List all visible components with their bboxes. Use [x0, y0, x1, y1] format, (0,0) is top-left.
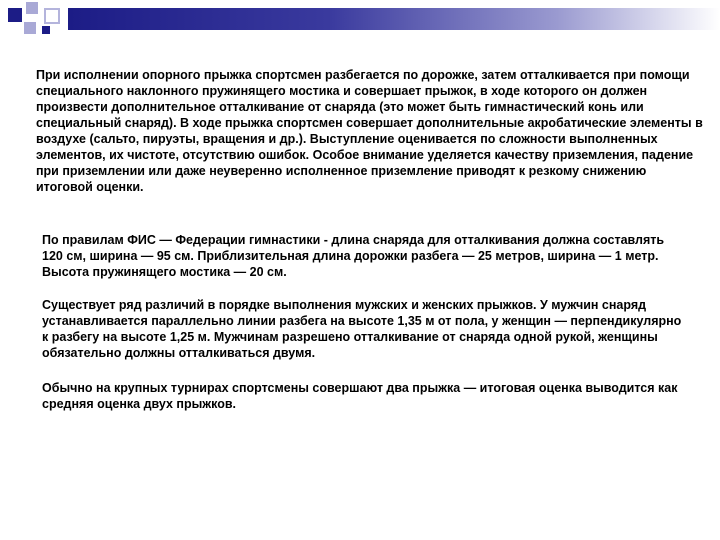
header-gradient-bar [68, 8, 720, 30]
decor-square-dark [8, 8, 22, 22]
decor-square-dark [42, 26, 50, 34]
decor-square-outline [44, 8, 60, 24]
paragraph-tournament-scoring: Обычно на крупных турнирах спортсмены совершают два прыжка — итоговая оценка выводится как средняя оценка двух прыжков. [42, 381, 678, 411]
paragraph-vault-description: При исполнении опорного прыжка спортсмен разбегается по дорожке, затем отталкивается при помощи специального наклонного пружинящего мостика и совершает прыжок, в ходе которого он должен произвести дополнительное отталкивание от снаряда (это может быть гимнастический конь или специальный снаряд). В ходе прыжка спортсмен совершает дополнительные акробатические элементы в воздухе (сальто, пируэты, вращения и др.). Выступление оценивается по сложности выполненных элементов, их чистоте, отсутствию ошибок. Особое внимание уделяется качеству приземления, падение при приземлении или даже неуверенно исполненное приземление приводят к резкому снижению итоговой оценки. [36, 68, 703, 194]
paragraph-men-women-differences: Существует ряд различий в порядке выполнения мужских и женских прыжков. У мужчин снаряд устанавливается параллельно линии разбега на высоте 1,35 м от пола, у женщин — перпендикулярно к разбегу на высоте 1,25 м. Мужчинам разрешено отталкивание от снаряда одной рукой, женщины обязательно должны отталкиваться двумя. [42, 298, 682, 360]
decor-square-light [26, 2, 38, 14]
decor-square-light [24, 22, 36, 34]
paragraph-fis-rules: По правилам ФИС — Федерации гимнастики - длина снаряда для отталкивания должна составлять 120 см, ширина — 95 см. Приблизительная длина дорожки разбега — 25 метров, ширина — 1 метр. Высота пружинящего мостика — 20 см. [42, 233, 665, 279]
